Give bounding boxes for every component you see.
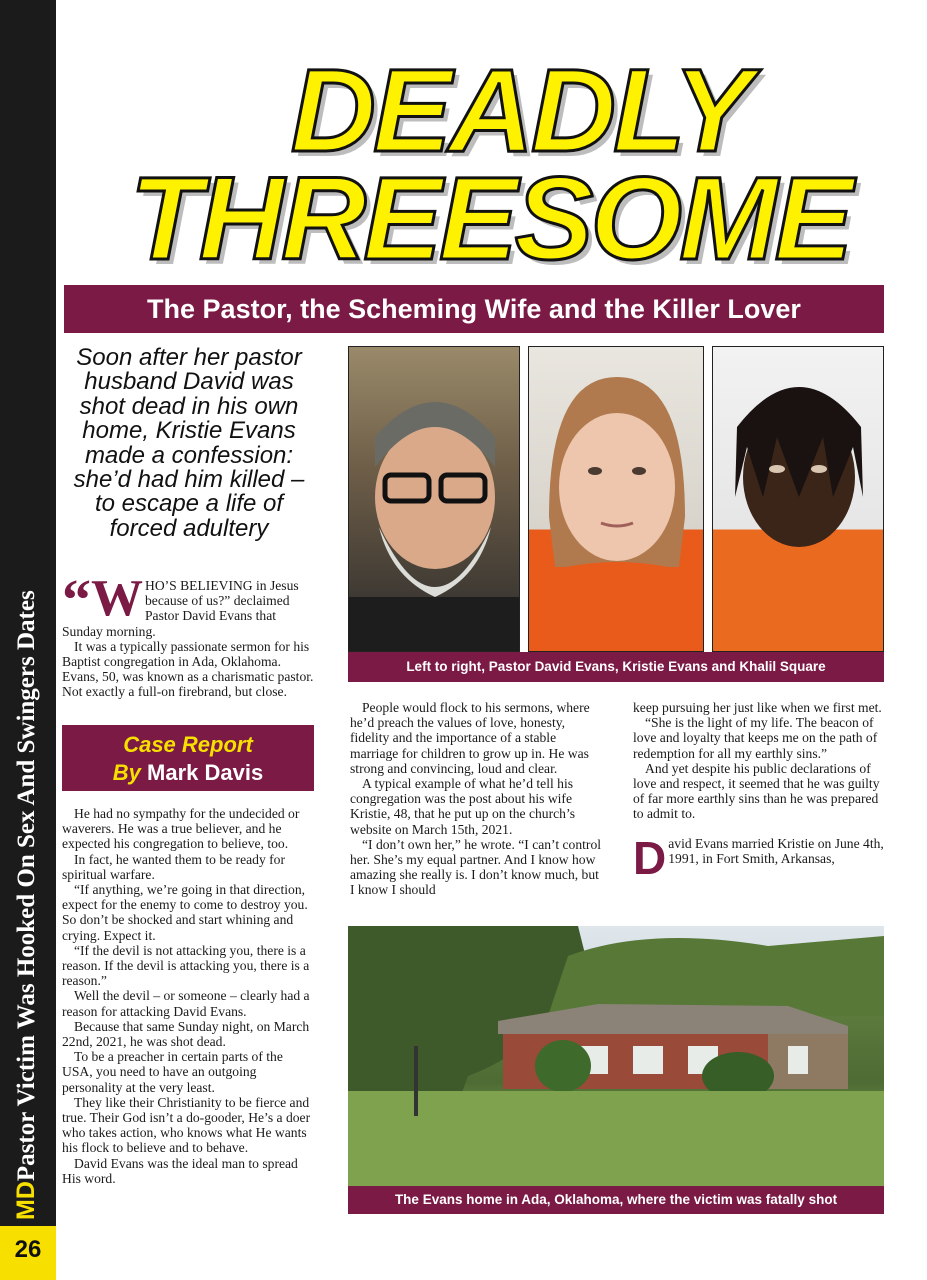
byline-by: By xyxy=(112,760,141,785)
headline-line-1: DEADLY xyxy=(290,45,750,177)
paragraph: Well the devil – or someone – clearly had a reason for attacking David Evans. xyxy=(62,988,310,1019)
house-caption: The Evans home in Ada, Oklahoma, where the victim was fatally shot xyxy=(348,1186,884,1214)
paragraph: People would flock to his sermons, where he’d preach the values of love, honesty, fidelity and the importance of a stable marriage for children to grow up in. He was strong and convincing, loud and clear. xyxy=(350,700,590,776)
paragraph: “If anything, we’re going in that direction, expect for the enemy to come to destroy you. So don’t be shocked and start whining and crying. Expect it. xyxy=(62,882,308,943)
paragraph: A typical example of what he’d tell his congregation was the post about his wife Kristie, 48, that he put up on the church’s website on March 15th, 2021. xyxy=(350,776,576,837)
paragraph: David Evans was the ideal man to spread His word. xyxy=(62,1155,298,1186)
section-lead: David Evans married Kristie on June 4th, 1991, in Fort Smith, Arkansas, xyxy=(633,831,884,884)
paragraph: keep pursuing her just like when we first met. xyxy=(633,700,882,715)
drop-cap: W xyxy=(91,570,143,627)
lead-paragraph: “ W HO’S BELIEVING in Jesus because of us?” declaimed Pastor David Evans that Sunday morning. xyxy=(62,567,299,639)
paragraph: “She is the light of my life. The beacon of love and loyalty that keeps me on the path of redemption for all my earthly sins.” xyxy=(633,715,878,761)
byline-author: Mark Davis xyxy=(147,760,264,785)
mugshot-photos xyxy=(348,346,884,682)
paragraph: “I don’t own her,” he wrote. “I can’t control her. She’s my equal partner. And I know how amazing she really is. I don’t know much, but I know I should xyxy=(350,836,602,898)
photo-caption: Left to right, Pastor David Evans, Kristie Evans and Khalil Square xyxy=(348,652,884,682)
sidebar-tagline xyxy=(14,560,42,1220)
paragraph: It was a typically passionate sermon for his Baptist congregation in Ada, Oklahoma. Evans, 50, was known as a charismatic pastor. Not exactly a full-on firebrand, but close. xyxy=(62,638,314,700)
case-report-box xyxy=(62,725,314,791)
brand-logo: MD xyxy=(12,1181,40,1220)
column-2 xyxy=(350,700,606,898)
column-1-bottom xyxy=(62,806,316,1186)
paragraph: Because that same Sunday night, on March 22nd, 2021, he was shot dead. xyxy=(62,1018,310,1050)
subtitle-bar: The Pastor, the Scheming Wife and the Killer Lover xyxy=(64,285,884,333)
paragraph: To be a preacher in certain parts of the USA, you need to have an outgoing personality at the very least. xyxy=(62,1049,283,1095)
paragraph: And yet despite his public declarations of love and respect, it seemed that he was guilty of far more earthly sins than he was prepared to admit to. xyxy=(633,760,880,822)
column-1-top xyxy=(62,567,316,700)
paragraph: They like their Christianity to be fierce and true. Their God isn’t a do-gooder, He’s a doer who takes action, who knows what He wants his flock to believe and to behave. xyxy=(62,1094,311,1156)
photo-david-evans xyxy=(348,346,520,652)
photo-khalil-square xyxy=(712,346,884,652)
case-report-label: Case Report xyxy=(123,732,253,757)
paragraph: He had no sympathy for the undecided or waverers. He was a true believer, and he expected his congregation to believe, too. xyxy=(62,806,300,852)
drop-quote-mark: “ xyxy=(62,567,91,632)
page-number: 26 xyxy=(14,1236,42,1263)
column-3 xyxy=(633,700,889,884)
house-photo xyxy=(348,926,884,1214)
paragraph: “If the devil is not attacking you, there is a reason. If the devil is attacking you, there is a reason.” xyxy=(62,942,310,989)
tagline-text: Pastor Victim Was Hooked On Sex And Swingers Dates xyxy=(13,590,40,1182)
drop-cap: D xyxy=(633,831,667,884)
headline-line-2: THREESOME xyxy=(129,153,851,285)
paragraph: In fact, he wanted them to be ready for spiritual warfare. xyxy=(62,851,285,882)
photo-kristie-evans xyxy=(528,346,704,652)
house-image xyxy=(348,926,884,1186)
intro-standfirst: Soon after her pastor husband David was shot dead in his own home, Kristie Evans made a confession: she’d had him killed – to escape a life of forced adultery xyxy=(73,344,305,542)
